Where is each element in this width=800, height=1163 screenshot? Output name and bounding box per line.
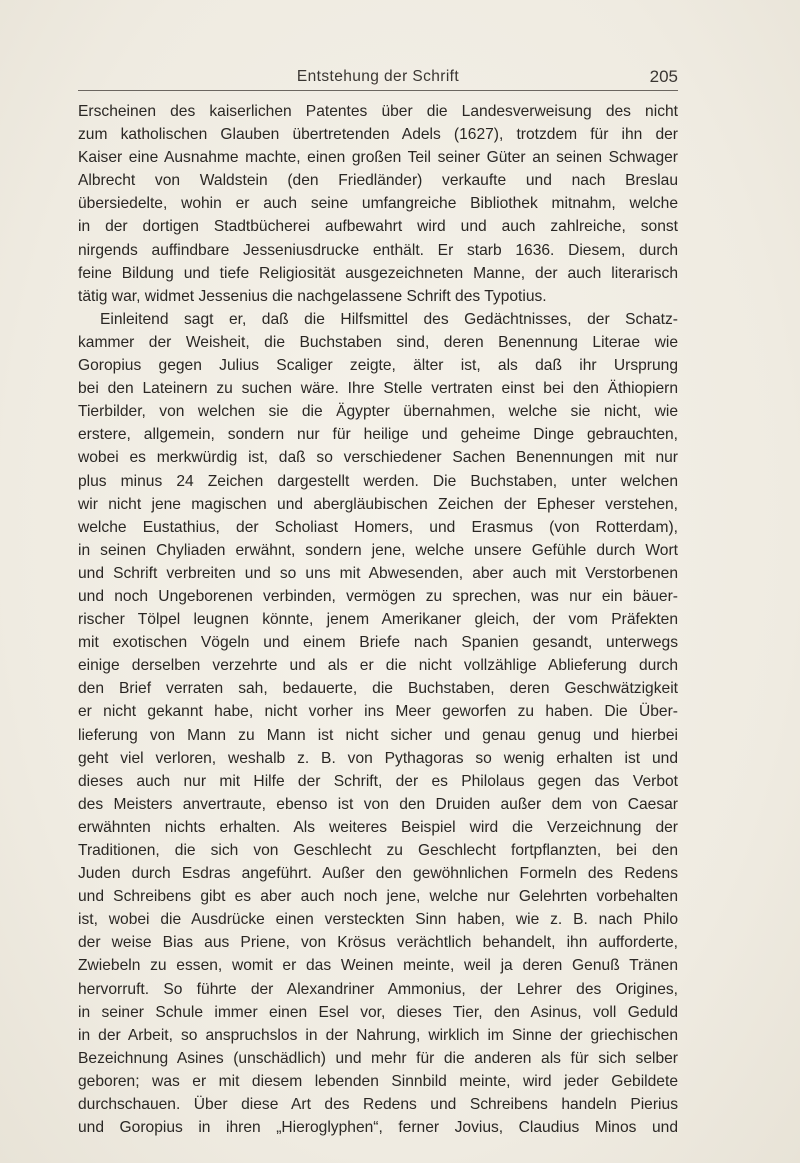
- text-line: erstere, allgemein, sondern nur für heilige und geheime Dinge gebrauchten,: [78, 426, 678, 444]
- text-line: feine Bildung und tiefe Religiosität ausgezeichneten Manne, der auch literarisch: [78, 264, 678, 282]
- text-line: wir nicht jene magischen und abergläubischen Zeichen der Epheser verstehen,: [78, 495, 678, 513]
- text-line: in der Arbeit, so anspruchslos in der Nahrung, wirklich im Sinne der griechischen: [78, 1026, 678, 1044]
- text-line: in der dortigen Stadtbücherei aufbewahrt wird und auch zahlreiche, sonst: [78, 218, 678, 236]
- text-line: nirgends auffindbare Jesseniusdrucke enthält. Er starb 1636. Diesem, durch: [78, 241, 678, 259]
- running-title: Entstehung der Schrift: [296, 68, 460, 85]
- body-text: [78, 100, 678, 1139]
- text-line: Bezeichnung Asines (unschädlich) und mehr für die anderen als für sich selber: [78, 1049, 678, 1067]
- text-line: und Schreibens gibt es aber auch noch jene, welche nur Gelehrten vorbehalten: [78, 888, 678, 906]
- text-line: übersiedelte, wohin er auch seine umfangreiche Bibliothek mitnahm, welche: [78, 195, 678, 213]
- text-line: in seiner Schule immer einen Esel vor, dieses Tier, den Asinus, voll Geduld: [78, 1003, 678, 1021]
- text-line: lieferung von Mann zu Mann ist nicht sicher und genau genug und hierbei: [78, 726, 678, 744]
- text-line: der weise Bias aus Priene, von Krösus verächtlich behandelt, ihn aufforderte,: [78, 934, 678, 952]
- text-line: geboren; was er mit diesem lebenden Sinnbild meinte, wird jeder Gebildete: [78, 1072, 678, 1090]
- text-line: den Brief verraten sah, bedauerte, die Buchstaben, deren Geschwätzigkeit: [78, 680, 678, 698]
- running-head: [78, 66, 678, 91]
- text-line: Kaiser eine Ausnahme machte, einen großen Teil seiner Güter an seinen Schwager: [78, 149, 678, 167]
- text-line: hervorruft. So führte der Alexandriner Ammonius, der Lehrer des Origines,: [78, 980, 678, 998]
- text-line: geht viel verloren, weshalb z. B. von Pythagoras so wenig erhalten ist und: [78, 749, 678, 767]
- text-line: bei den Lateinern zu suchen wäre. Ihre Stelle vertraten einst bei den Äthiopiern: [78, 380, 678, 398]
- text-line: Traditionen, die sich von Geschlecht zu Geschlecht fortpflanzten, bei den: [78, 842, 678, 859]
- text-line: rischer Tölpel leugnen könnte, jenem Amerikaner gleich, der vom Präfekten: [78, 611, 678, 629]
- text-line: erwähnten nichts erhalten. Als weiteres Beispiel wird die Verzeichnung der: [78, 818, 678, 836]
- text-line: welche Eustathius, der Scholiast Homers, und Erasmus (von Rotterdam),: [78, 518, 678, 536]
- text-line: des Meisters anvertraute, ebenso ist von den Druiden außer dem von Caesar: [78, 795, 678, 813]
- text-line: Einleitend sagt er, daß die Hilfsmittel des Gedächtnisses, der Schatz-: [100, 310, 678, 328]
- text-line: wobei es merkwürdig ist, daß so verschiedener Sachen Benennungen mit nur: [78, 449, 678, 467]
- text-line: mit exotischen Vögeln und einem Briefe nach Spanien gesandt, unterwegs: [78, 634, 678, 652]
- page-number: 205: [649, 67, 678, 86]
- text-line: und Schrift verbreiten und so uns mit Abwesenden, aber auch mit Verstorbenen: [78, 564, 678, 582]
- text-line: Zwiebeln zu essen, womit er das Weinen meinte, weil ja deren Genuß Tränen: [78, 957, 678, 975]
- text-line: einige derselben verzehrte und als er die nicht vollzählige Ablieferung durch: [78, 657, 678, 675]
- text-line: zum katholischen Glauben übertretenden Adels (1627), trotzdem für ihn der: [78, 126, 678, 144]
- text-line: und noch Ungeborenen verbinden, vermögen zu sprechen, was nur ein bäuer-: [78, 587, 678, 605]
- text-line: Tierbilder, von welchen sie die Ägypter übernahmen, welche sie nicht, wie: [78, 403, 678, 421]
- text-line: in seinen Chyliaden erwähnt, sondern jene, welche unsere Gefühle durch Wort: [78, 541, 678, 559]
- text-line: Goropius gegen Julius Scaliger zeigte, älter ist, als daß ihr Ursprung: [78, 357, 678, 375]
- text-line: plus minus 24 Zeichen dargestellt werden. Die Buchstaben, unter welchen: [78, 472, 678, 490]
- text-line: ist, wobei die Ausdrücke einen versteckten Sinn haben, wie z. B. nach Philo: [78, 911, 678, 929]
- text-line: Erscheinen des kaiserlichen Patentes über die Landesverweisung des nicht: [78, 103, 678, 120]
- text-line: tätig war, widmet Jessenius die nachgelassene Schrift des Typotius.: [78, 287, 547, 305]
- text-line: kammer der Weisheit, die Buchstaben sind, deren Benennung Literae wie: [78, 333, 678, 351]
- text-line: durchschauen. Über diese Art des Redens und Schreibens handeln Pierius: [78, 1096, 678, 1114]
- text-line: er nicht gekannt habe, nicht vorher ins Meer geworfen zu haben. Die Über-: [78, 703, 678, 721]
- text-line: und Goropius in ihren „Hieroglyphen“, ferner Jovius, Claudius Minos und: [78, 1119, 678, 1137]
- text-line: Juden durch Esdras angeführt. Außer den gewöhnlichen Formeln des Redens: [78, 865, 678, 883]
- text-line: Albrecht von Waldstein (den Friedländer) verkaufte und nach Breslau: [78, 172, 678, 190]
- text-line: dieses auch nur mit Hilfe der Schrift, der es Philolaus gegen das Verbot: [78, 772, 678, 790]
